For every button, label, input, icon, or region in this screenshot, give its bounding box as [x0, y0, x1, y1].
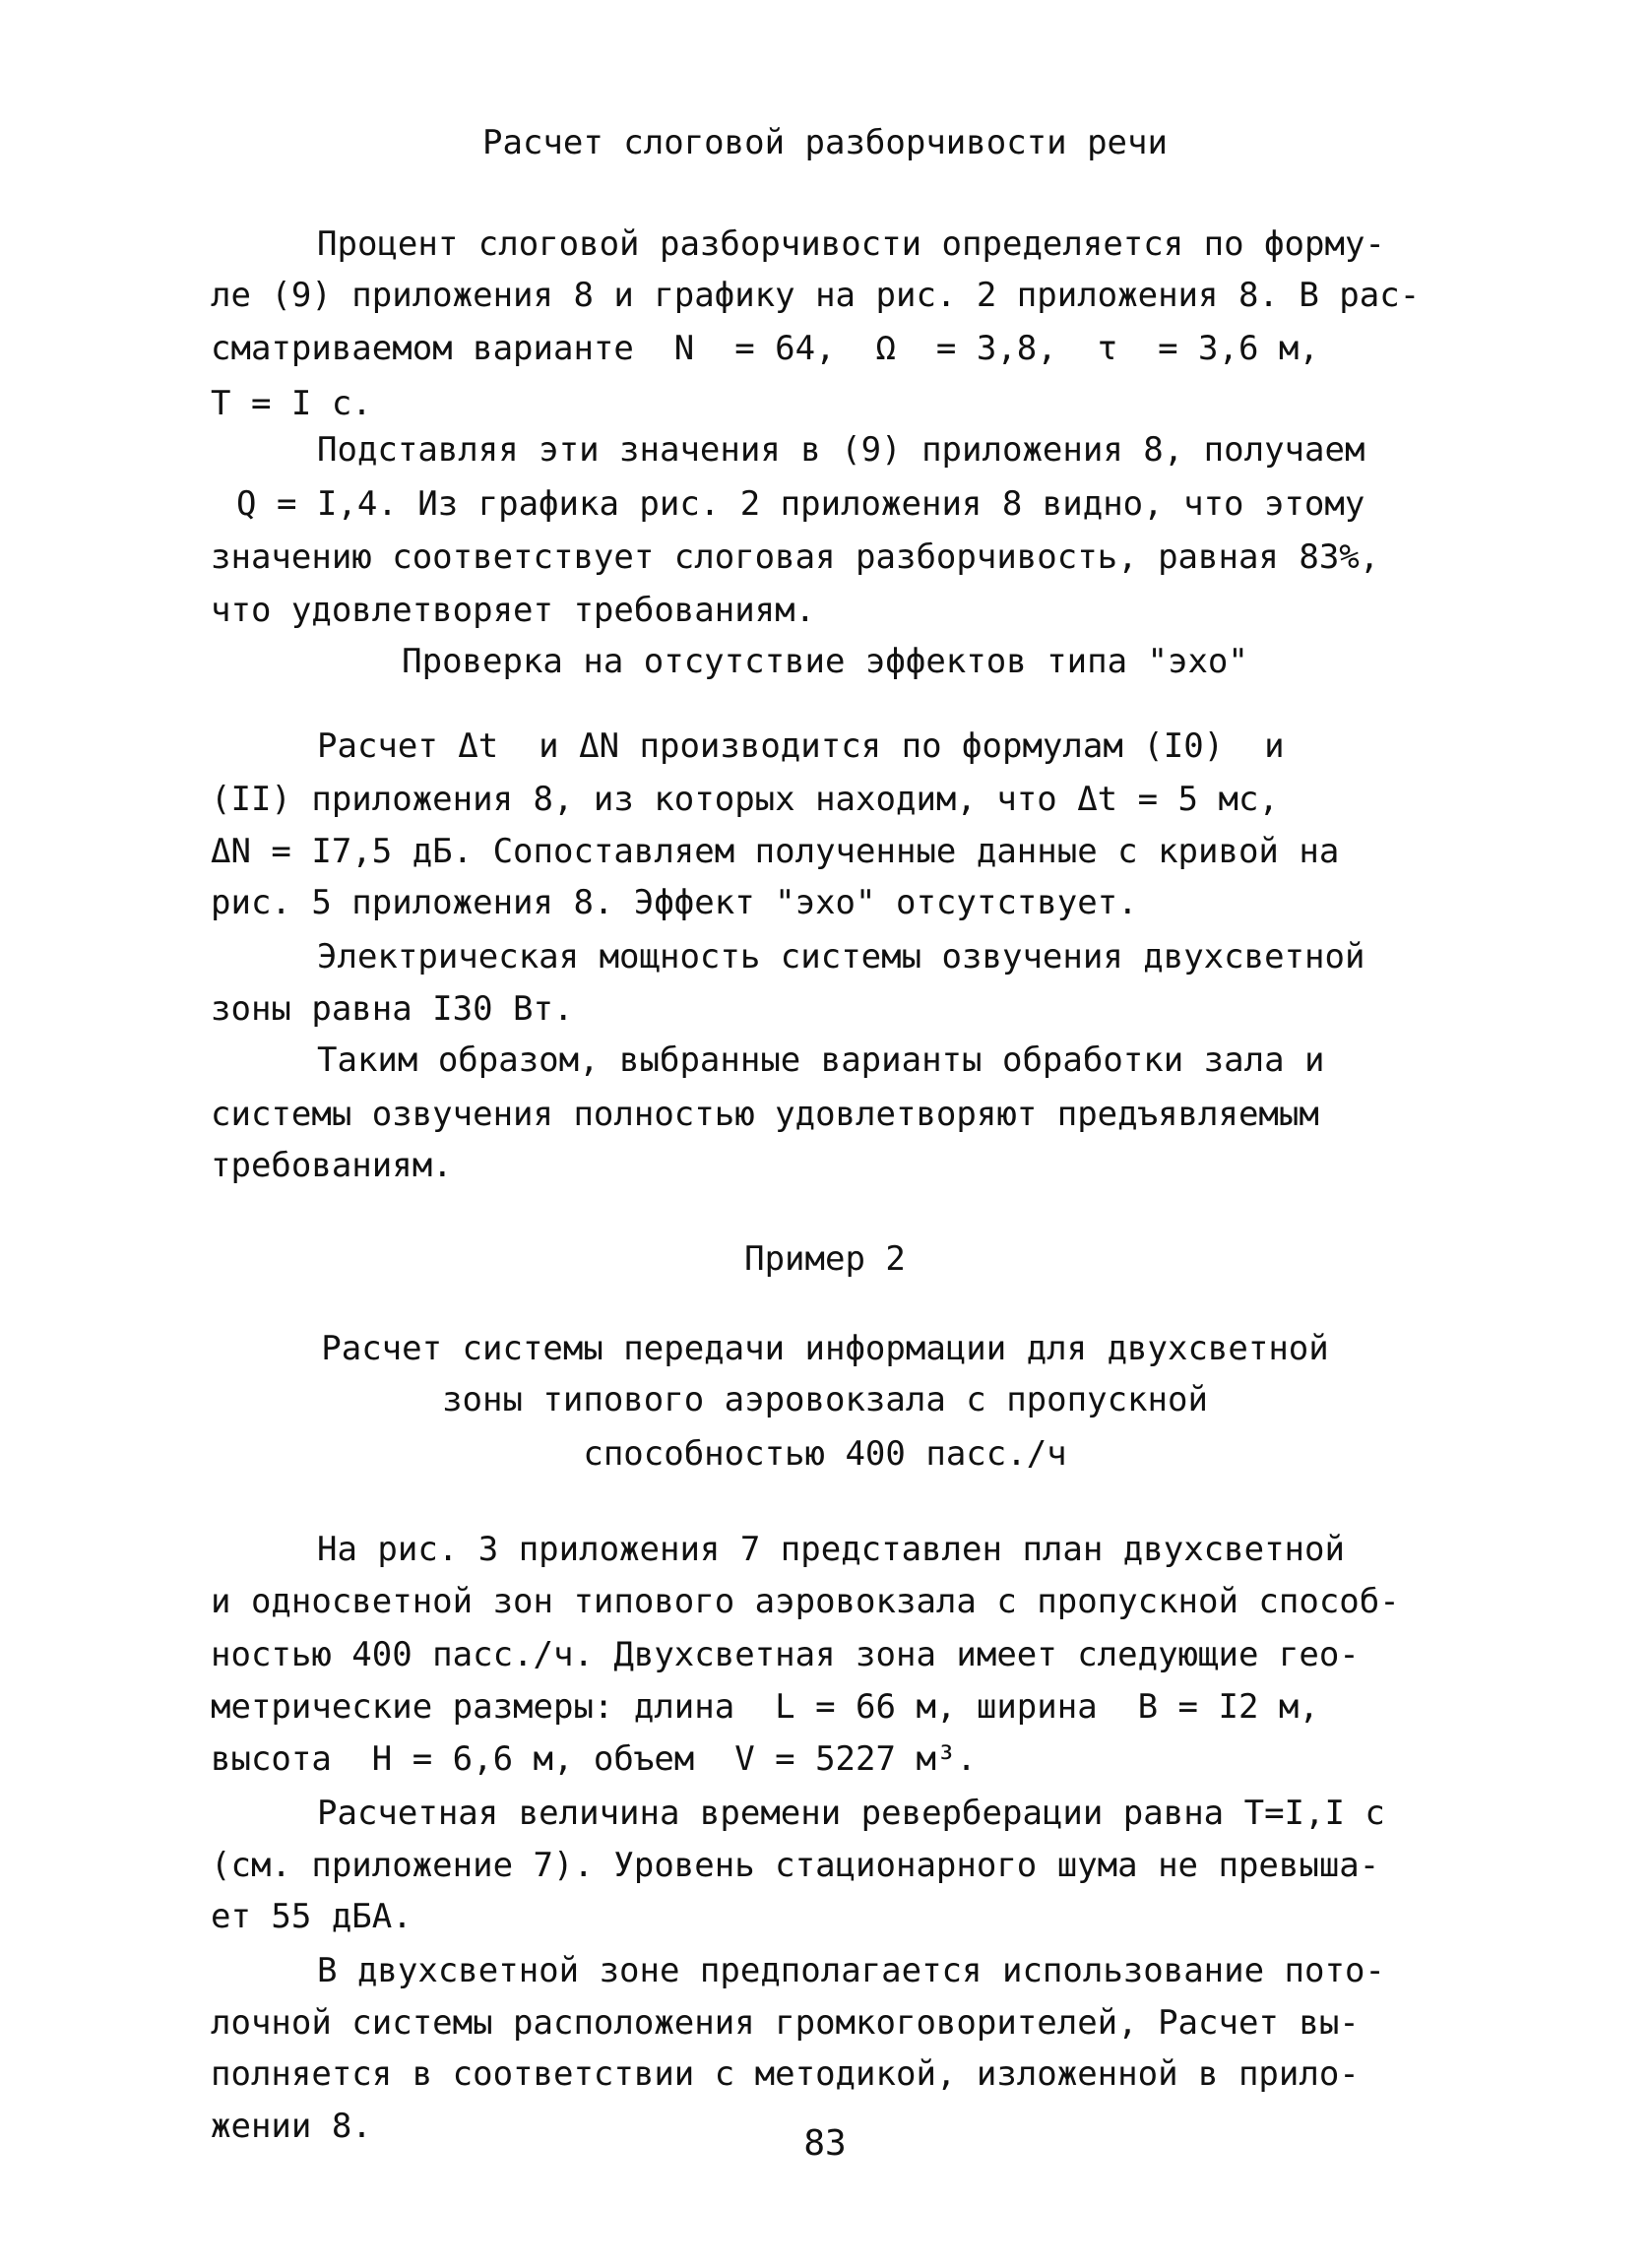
paragraph-line: (II) приложения 8, из которых находим, что Δt = 5 мс, — [211, 780, 1279, 819]
paragraph-line: Электрическая мощность системы озвучения двухсветной — [317, 937, 1365, 976]
paragraph-line: требованиям. — [211, 1146, 453, 1185]
paragraph-line: рис. 5 приложения 8. Эффект "эхо" отсутствует. — [211, 883, 1138, 922]
paragraph-line: зоны равна I30 Вт. — [211, 989, 574, 1029]
paragraph-line: системы озвучения полностью удовлетворяют предъявляемым — [211, 1095, 1319, 1134]
section-heading: Расчет слоговой разборчивости речи — [482, 123, 1168, 162]
paragraph-line: В двухсветной зоне предполагается использование пото- — [317, 1951, 1385, 1990]
paragraph-line: ΔN = I7,5 дБ. Сопоставляем полученные данные с кривой на — [211, 832, 1340, 871]
paragraph-line: На рис. 3 приложения 7 представлен план двухсветной — [317, 1530, 1345, 1569]
section-heading-line: способностью 400 пасс./ч — [583, 1434, 1067, 1474]
example-title: Пример 2 — [744, 1239, 906, 1279]
page-number: 83 — [803, 2123, 847, 2164]
section-heading-line: Расчет системы передачи информации для двухсветной — [321, 1329, 1329, 1368]
paragraph-line: (см. приложение 7). Уровень стационарного шума не превыша- — [211, 1846, 1380, 1885]
paragraph-line: Процент слоговой разборчивости определяется по форму- — [317, 224, 1385, 264]
section-heading-line: зоны типового аэровокзала с пропускной — [442, 1380, 1208, 1419]
paragraph-line: высота H = 6,6 м, объем V = 5227 м³. — [211, 1739, 977, 1779]
paragraph-line: Подставляя эти значения в (9) приложения 8, получаем — [317, 430, 1365, 470]
paragraph-line: Таким образом, выбранные варианты обработки зала и — [317, 1040, 1325, 1080]
paragraph-line: ностью 400 пасс./ч. Двухсветная зона имеет следующие гео- — [211, 1635, 1360, 1674]
paragraph-line: лочной системы расположения громкоговорителей, Расчет вы- — [211, 2003, 1360, 2043]
paragraph-line: T = I с. — [211, 384, 372, 423]
paragraph-line: что удовлетворяет требованиям. — [211, 591, 816, 630]
paragraph-line: полняется в соответствии с методикой, изложенной в прило- — [211, 2054, 1360, 2094]
paragraph-line: ет 55 дБА. — [211, 1897, 412, 1936]
paragraph-line: Расчет Δt и ΔN производится по формулам (I0) и — [317, 726, 1285, 766]
paragraph-line: жении 8. — [211, 2107, 372, 2146]
paragraph-line: и односветной зон типового аэровокзала с пропускной способ- — [211, 1582, 1400, 1621]
section-heading: Проверка на отсутствие эффектов типа "эхо" — [402, 642, 1248, 681]
paragraph-line: Расчетная величина времени реверберации равна T=I,I с — [317, 1794, 1385, 1833]
paragraph-line: Q = I,4. Из графика рис. 2 приложения 8 видно, что этому — [236, 484, 1365, 524]
paragraph-line: ле (9) приложения 8 и графику на рис. 2 приложения 8. В рас- — [211, 276, 1421, 315]
paragraph-line: значению соответствует слоговая разборчивость, равная 83%, — [211, 537, 1380, 577]
paragraph-line: метрические размеры: длина L = 66 м, ширина B = I2 м, — [211, 1687, 1319, 1727]
paragraph-line: сматриваемом варианте N = 64, Ω = 3,8, τ = 3,6 м, — [211, 329, 1319, 368]
